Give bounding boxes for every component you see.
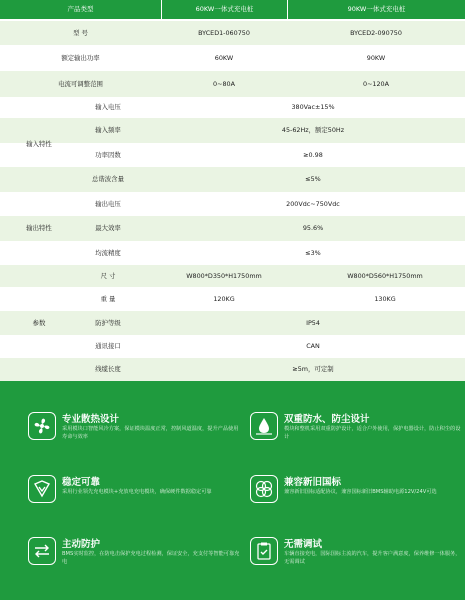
feature-no-debug — [250, 537, 460, 597]
row-label: 线缆长度 — [95, 365, 121, 373]
row-cable — [0, 358, 465, 381]
size-90kw: W800*D560*H1750mm — [347, 272, 423, 280]
feature-desc: 车辆直接充电，国际国标主流的汽车，提升客户满意度，保养维修一体服务，无需调试 — [284, 551, 461, 565]
feature-protection — [28, 537, 238, 597]
feature-compatible — [250, 475, 460, 535]
row-comm — [0, 335, 465, 358]
row-label: 总谐波含量 — [92, 175, 124, 183]
fan-icon — [28, 412, 56, 440]
row-label: 功率因数 — [95, 151, 121, 159]
row-output-voltage — [0, 192, 465, 216]
current-60kw: 0~80A — [213, 80, 235, 88]
row-value: 200Vdc~750Vdc — [286, 200, 340, 208]
row-value: ≤5% — [305, 175, 321, 183]
weight-90kw: 130KG — [374, 295, 396, 303]
row-label: 尺 寸 — [100, 272, 116, 280]
row-label: 均流精度 — [95, 249, 121, 257]
row-power — [0, 45, 465, 71]
power-60kw: 60KW — [214, 54, 234, 62]
row-current-accuracy — [0, 241, 465, 265]
model-90kw: BYCED2-090750 — [350, 29, 402, 37]
row-label: 最大效率 — [95, 224, 121, 232]
feature-cooling — [28, 412, 238, 472]
row-value: ≤3% — [305, 249, 321, 257]
features-panel — [0, 381, 465, 600]
row-label: 防护等级 — [95, 319, 121, 327]
row-label: 输入电压 — [95, 103, 121, 111]
row-label: 额定输出功率 — [61, 54, 100, 62]
feature-desc: 模块和整机采用双重防护设计，适合户外使用，保护电器设计，防止积尘的设计 — [284, 426, 461, 440]
row-label: 电流可调整范围 — [58, 80, 103, 88]
power-90kw: 90KW — [366, 54, 386, 62]
row-value: 45-62Hz，额定50Hz — [281, 126, 345, 134]
model-60kw: BYCED1-060750 — [198, 29, 250, 37]
row-value: 95.6% — [302, 224, 324, 232]
header-divider — [161, 0, 162, 19]
row-label: 型 号 — [73, 29, 88, 37]
row-current-range — [0, 71, 465, 97]
feature-title: 无需调试 — [284, 539, 323, 550]
arrows-icon — [28, 537, 56, 565]
row-weight — [0, 287, 465, 311]
group-output: 输出特性 — [26, 224, 52, 232]
row-label: 重 量 — [100, 295, 116, 303]
feature-title: 主动防护 — [62, 539, 101, 550]
row-input-voltage — [0, 97, 465, 118]
current-90kw: 0~120A — [363, 80, 389, 88]
row-thd — [0, 167, 465, 192]
feature-title: 稳定可靠 — [62, 477, 101, 488]
feature-desc: 采用行业领先充电模块+充放电充电模块，确保硬件数据稳定可靠 — [62, 489, 212, 495]
feature-desc: 兼容新旧国标适配协议，兼容国标新旧BMS辅助电源12V/24V可选 — [284, 489, 437, 495]
row-model — [0, 21, 465, 45]
header-60kw: 60KW一体式充电桩 — [162, 0, 287, 19]
group-input: 输入特性 — [26, 140, 52, 148]
row-size — [0, 265, 465, 287]
header-product-type: 产品类型 — [0, 0, 161, 19]
row-value: ≥5m，可定制 — [292, 365, 334, 373]
feature-desc: BMS实时监控，在防电击保护充电过程检测，保证安全，充支付等智能可靠充电 — [62, 551, 240, 565]
feature-desc: 采用模块口智能风冷方案，保证模块温度正常，控制风道温度，提升产品使用寿命与效率 — [62, 426, 239, 440]
feature-reliable — [28, 475, 238, 535]
feature-waterproof — [250, 412, 460, 472]
group-parameters: 参数 — [32, 319, 46, 327]
feature-title: 兼容新旧国标 — [284, 477, 342, 488]
shield-icon — [28, 475, 56, 503]
header-90kw: 90KW一体式充电桩 — [288, 0, 465, 19]
size-60kw: W800*D350*H1750mm — [186, 272, 262, 280]
row-value: 380Vac±15% — [291, 103, 335, 111]
feature-title: 双重防水、防尘设计 — [284, 414, 370, 425]
header-divider — [287, 0, 288, 19]
weight-60kw: 120KG — [213, 295, 235, 303]
row-value: CAN — [306, 342, 320, 350]
feature-title: 专业散热设计 — [62, 414, 120, 425]
row-value: IP54 — [306, 319, 320, 327]
water-drop-icon — [250, 412, 278, 440]
row-label: 输出电压 — [95, 200, 121, 208]
row-label: 通讯接口 — [95, 342, 121, 350]
row-label: 输入频率 — [95, 126, 121, 134]
circles-icon — [250, 475, 278, 503]
row-value: ≥0.98 — [303, 151, 323, 159]
document-icon — [250, 537, 278, 565]
